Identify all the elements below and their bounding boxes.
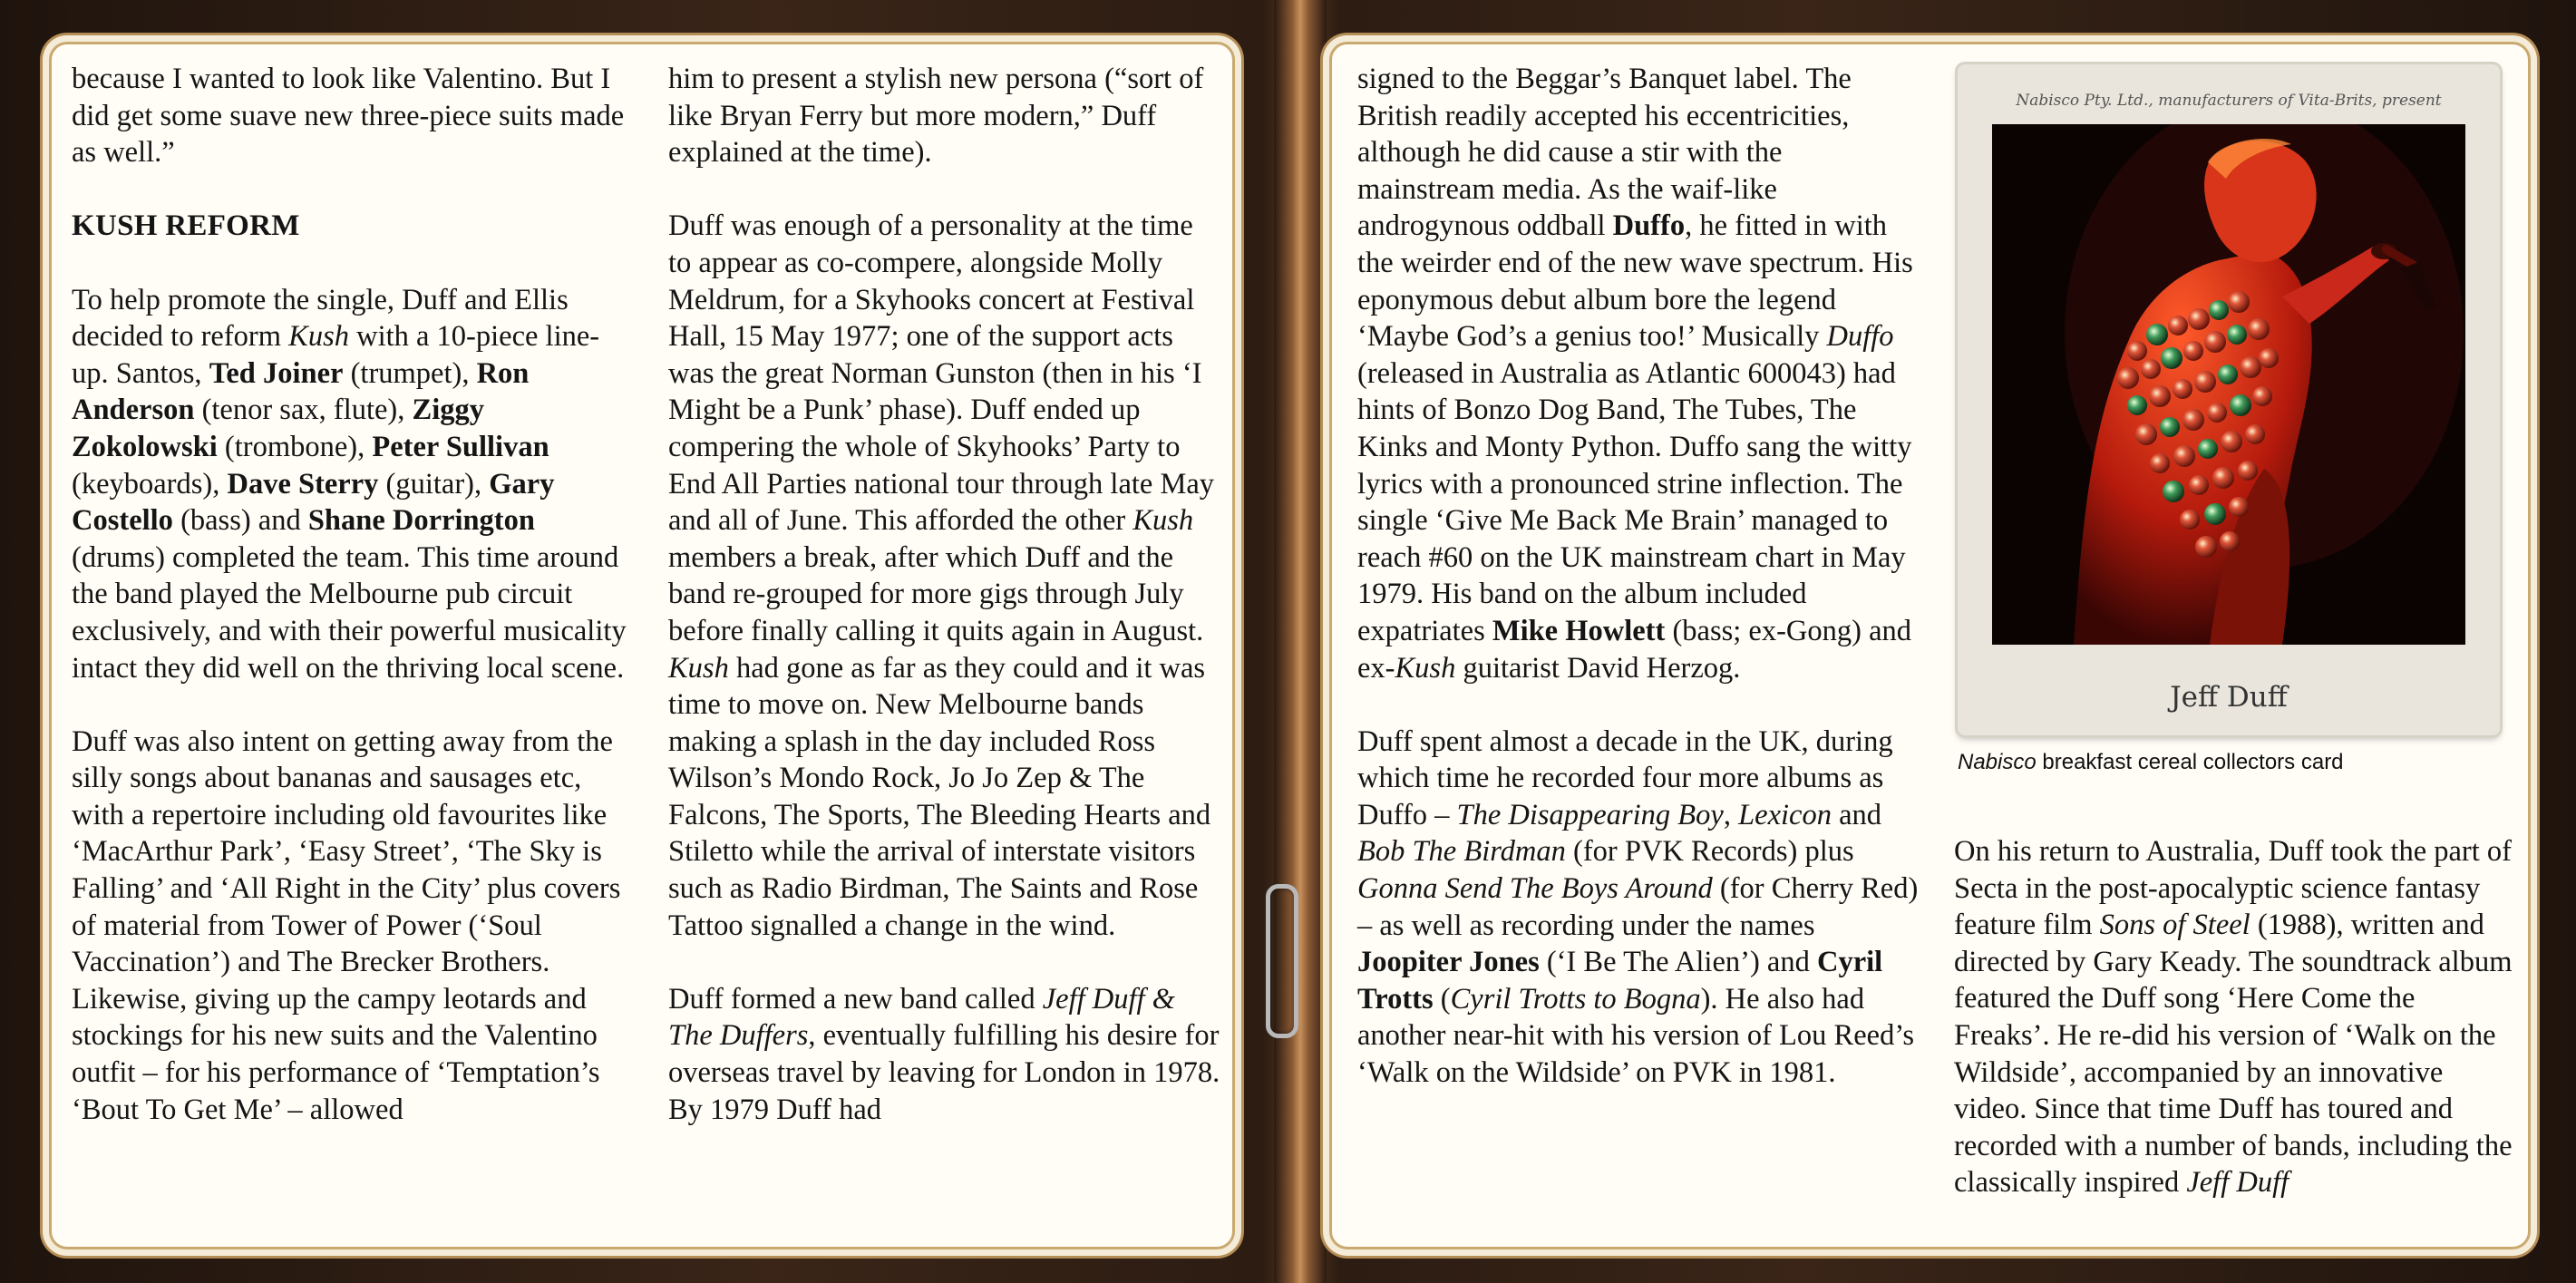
- booklet-spine: [1274, 0, 1327, 1283]
- left-column-2: [668, 61, 1221, 1128]
- right-page: [1329, 42, 2531, 1249]
- paragraph: because I wanted to look like Valentino. But I did get some suave new three-piece suits made as well.”: [72, 63, 625, 170]
- card-name-label: Jeff Duff: [2170, 681, 2288, 714]
- left-column-1: [72, 61, 632, 1128]
- paragraph: him to present a stylish new persona (“sort of like Bryan Ferry but more modern,” Duff explained at the time).: [668, 63, 1204, 170]
- paragraph: signed to the Beggar’s Banquet label. The British readily accepted his eccentricities, although he did cause a stir with the mainstream media. As the waif-like androgynous oddball Duffo, he fitted in with the weirder end of the new wave spectrum. His eponymous debut album bore the legend ‘Maybe God’s a genius too!’ Musically Duffo (released in Australia as Atlantic 600043) had hints of Bonzo Dog Band, The Tubes, The Kinks and Monty Python. Duffo sang the witty lyrics with a pronounced strine inflection. The single ‘Give Me Back Me Brain’ managed to reach #60 on the UK mainstream chart in May 1979. His band on the album included expatriates Mike Howlett (bass; ex-Gong) and ex-Kush guitarist David Herzog.: [1357, 63, 1913, 685]
- right-column-2: [1954, 833, 2516, 1201]
- paragraph: On his return to Australia, Duff took the part of Secta in the post-apocalyptic science fantasy feature film Sons of Steel (1988), written and directed by Gary Keady. The soundtrack album featured the Duff song ‘Here Come the Freaks’. He re-did his version of ‘Walk on the Wildside’, accompanied by an innovative video. Since that time Duff has toured and recorded with a number of bands, including the classically inspired Jeff Duff: [1954, 835, 2513, 1200]
- right-column-1: [1357, 61, 1920, 1092]
- paragraph: Duff formed a new band called Jeff Duff & The Duffers, eventually fulfilling his desire for overseas travel by leaving for London in 1978. By 1979 Duff had: [668, 982, 1220, 1126]
- staple: [1266, 884, 1298, 1038]
- performer-photo: [1992, 124, 2465, 645]
- card-brand-line: Nabisco Pty. Ltd., manufacturers of Vita-Brits, present: [2016, 92, 2442, 110]
- paragraph: Duff was also intent on getting away from the silly songs about bananas and sausages etc, with a repertoire including old favourites like ‘MacArthur Park’, ‘Easy Street’, ‘The Sky is Falling’ and ‘All Right in the City’ plus covers of material from Tower of Power (‘Soul Vaccination’) and The Brecker Brothers. Likewise, giving up the campy leotards and stockings for his new suits and the Valentino outfit – for his performance of ‘Temptation’s ‘Bout To Get Me’ – allowed: [72, 724, 621, 1126]
- photo-caption: Nabisco breakfast cereal collectors card: [1958, 750, 2344, 774]
- section-heading: KUSH REFORM: [72, 209, 300, 243]
- paragraph: To help promote the single, Duff and Ellis decided to reform Kush with a 10-piece line-up. Santos, Ted Joiner (trumpet), Ron Anderson (tenor sax, flute), Ziggy Zokolowski (trombone), Peter Sullivan (keyboards), Dave Sterry (guitar), Gary Costello (bass) and Shane Dorrington (drums) completed the team. This time around the band played the Melbourne pub circuit exclusively, and with their powerful musicality intact they did well on the thriving local scene.: [72, 283, 627, 685]
- paragraph: Duff spent almost a decade in the UK, during which time he recorded four more albums as Duffo – The Disappearing Boy, Lexicon and Bob The Birdman (for PVK Records) plus Gonna Send The Boys Around (for Cherry Red) – as well as recording under the names Joopiter Jones (‘I Be The Alien’) and Cyril Trotts (Cyril Trotts to Bogna). He also had another near-hit with his version of Lou Reed’s ‘Walk on the Wildside’ on PVK in 1981.: [1357, 724, 1919, 1090]
- collectors-card: [1958, 64, 2500, 735]
- paragraph: Duff was enough of a personality at the time to appear as co-compere, alongside Molly Meldrum, for a Skyhooks concert at Festival Hall, 15 May 1977; one of the support acts was the great Norman Gunston (then in his ‘I Might be a Punk’ phase). Duff ended up compering the whole of Skyhooks’ Party to End All Parties national tour through late May and all of June. This afforded the other Kush members a break, after which Duff and the band re-grouped for more gigs through July before finally calling it quits again in August. Kush had gone as far as they could and it was time to move on. New Melbourne bands making a splash in the day included Ross Wilson’s Mondo Rock, Jo Jo Zep & The Falcons, The Sports, The Bleeding Hearts and Stiletto while the arrival of interstate visitors such as Radio Birdman, The Saints and Rose Tattoo signalled a change in the wind.: [668, 209, 1215, 942]
- performer-photo-illustration: [1992, 124, 2465, 645]
- left-page: [49, 42, 1235, 1249]
